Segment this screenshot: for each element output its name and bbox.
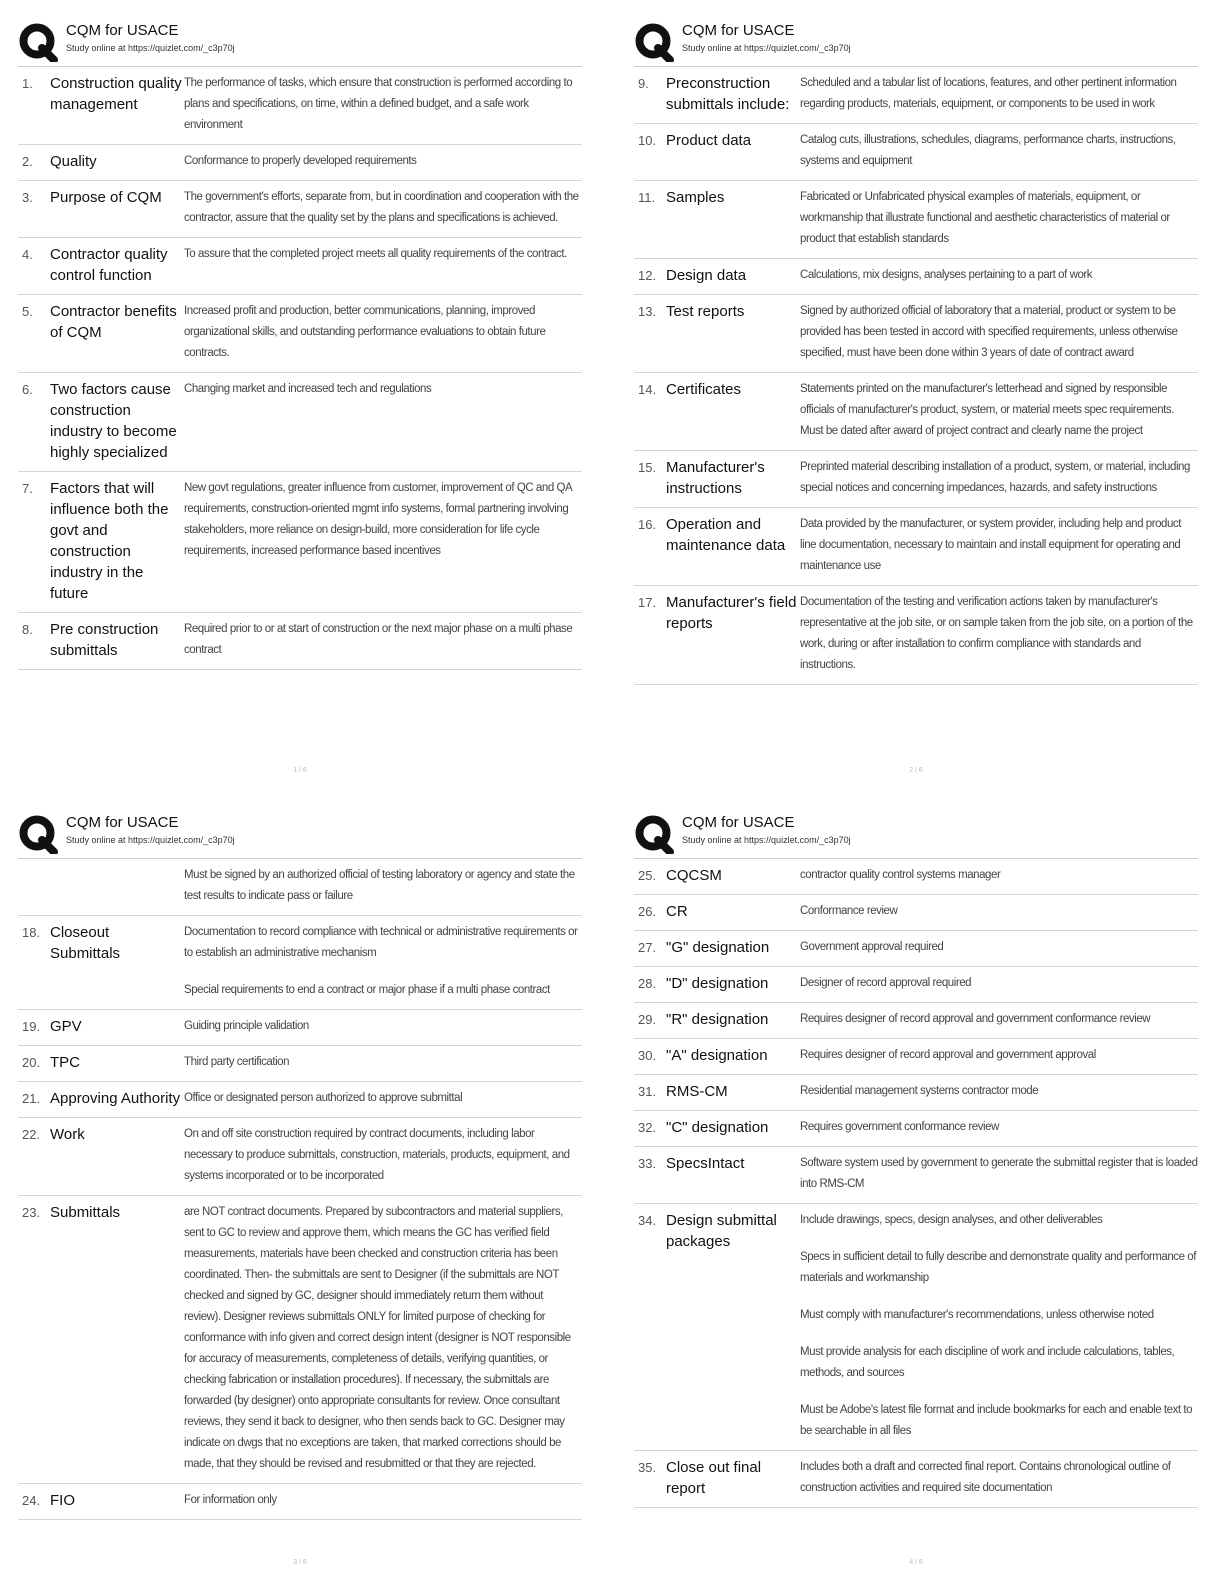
card-term: GPV <box>50 1018 82 1035</box>
card-definition <box>800 901 1198 922</box>
card-number: 13. <box>638 304 657 319</box>
card-number: 18. <box>22 925 41 940</box>
card-definition <box>800 865 1198 886</box>
page-title: CQM for USACE <box>682 22 795 39</box>
card-definition <box>184 1202 582 1475</box>
card-number: 30. <box>638 1048 657 1063</box>
card-term: "R" designation <box>666 1011 769 1028</box>
flashcard-row <box>634 124 1198 181</box>
card-definition <box>800 514 1198 577</box>
flashcard-row <box>18 373 582 472</box>
card-term: Two factors cause construction industry to become highly specialized <box>50 381 177 461</box>
card-number: 6. <box>22 382 33 397</box>
flashcard-row <box>18 1082 582 1118</box>
flashcard-row <box>634 508 1198 586</box>
card-definition <box>184 1124 582 1187</box>
card-term: CQCSM <box>666 867 722 884</box>
card-definition <box>800 1009 1198 1030</box>
card-term: "A" designation <box>666 1047 768 1064</box>
flashcard-row <box>18 859 582 916</box>
flashcard-row <box>634 1111 1198 1147</box>
card-definition <box>800 265 1198 286</box>
flashcard-row <box>634 373 1198 451</box>
card-number: 5. <box>22 304 33 319</box>
card-number: 23. <box>22 1205 41 1220</box>
page-header <box>18 810 582 854</box>
flashcard-page-1 <box>18 18 582 780</box>
definition-paragraph: Requires government conformance review <box>800 1121 999 1133</box>
card-term: Closeout Submittals <box>50 924 121 962</box>
card-number: 16. <box>638 517 657 532</box>
flashcard-row <box>18 916 582 1010</box>
page-footer: 2 / 6 <box>909 767 923 774</box>
card-term: "G" designation <box>666 939 770 956</box>
card-definition <box>800 187 1198 250</box>
flashcard-row <box>634 586 1198 685</box>
card-number: 31. <box>638 1084 657 1099</box>
card-number: 1. <box>22 76 33 91</box>
definition-paragraph: Required prior to or at start of construction or the next major phase on a multi phase contract <box>184 623 573 656</box>
definition-paragraph: Government approval required <box>800 941 944 953</box>
card-number: 4. <box>22 247 33 262</box>
card-term: SpecsIntact <box>666 1155 745 1172</box>
definition-paragraph: Special requirements to end a contract or major phase if a multi phase contract <box>184 984 550 996</box>
flashcard-list <box>18 66 582 670</box>
flashcard-row <box>634 1451 1198 1508</box>
card-term: Submittals <box>50 1204 121 1221</box>
flashcard-row <box>634 895 1198 931</box>
definition-paragraph: Software system used by government to generate the submittal register that is loaded into RMS-CM <box>800 1157 1198 1190</box>
card-definition <box>184 1490 582 1511</box>
card-definition <box>800 130 1198 172</box>
page-footer: 1 / 6 <box>293 767 307 774</box>
study-online-link[interactable]: Study online at https://quizlet.com/_c3p70j <box>66 43 235 53</box>
definition-paragraph: Residential management systems contractor mode <box>800 1085 1039 1097</box>
card-definition <box>184 301 582 364</box>
card-definition <box>184 478 582 604</box>
card-term: Operation and maintenance data <box>666 516 786 554</box>
card-term: "C" designation <box>666 1119 769 1136</box>
card-term: Contractor quality control function <box>50 246 168 284</box>
card-term: Work <box>50 1126 85 1143</box>
card-number: 22. <box>22 1127 41 1142</box>
card-definition <box>184 1016 582 1037</box>
card-number: 3. <box>22 190 33 205</box>
study-online-link[interactable]: Study online at https://quizlet.com/_c3p70j <box>66 835 235 845</box>
definition-paragraph: The government's efforts, separate from, but in coordination and cooperation with the contractor, assure that the quality set by the plans and specifications is achieved. <box>184 191 579 224</box>
definition-paragraph: The performance of tasks, which ensure that construction is performed according to plans and specifications, on time, within a defined budget, and a safe work environment <box>184 77 573 131</box>
card-number: 17. <box>638 595 657 610</box>
flashcard-page-4 <box>634 810 1198 1572</box>
card-term: Construction quality management <box>50 75 182 113</box>
card-number: 25. <box>638 868 657 883</box>
card-definition <box>800 457 1198 499</box>
flashcard-page-2 <box>634 18 1198 780</box>
definition-paragraph: Must provide analysis for each discipline of work and include calculations, tables, methods, and sources <box>800 1346 1175 1379</box>
card-definition <box>184 151 582 172</box>
definition-paragraph: Guiding principle validation <box>184 1020 309 1032</box>
definition-paragraph: To assure that the completed project meets all quality requirements of the contract. <box>184 248 567 260</box>
definition-paragraph: Requires designer of record approval and government approval <box>800 1049 1096 1061</box>
card-term: Design data <box>666 267 747 284</box>
card-term: FIO <box>50 1492 75 1509</box>
card-term: Samples <box>666 189 725 206</box>
definition-paragraph: Include drawings, specs, design analyses, and other deliverables <box>800 1214 1103 1226</box>
page-footer: 4 / 6 <box>909 1559 923 1566</box>
page-header <box>634 18 1198 62</box>
card-definition <box>800 73 1198 115</box>
card-term: Manufacturer's instructions <box>666 459 765 497</box>
card-number: 14. <box>638 382 657 397</box>
card-term: RMS-CM <box>666 1083 728 1100</box>
card-definition <box>184 865 582 907</box>
flashcard-row <box>18 1046 582 1082</box>
card-number: 26. <box>638 904 657 919</box>
card-term: Manufacturer's field reports <box>666 594 797 632</box>
page-header <box>18 18 582 62</box>
page-title: CQM for USACE <box>682 814 795 831</box>
card-definition <box>184 1088 582 1109</box>
definition-paragraph: are NOT contract documents. Prepared by subcontractors and material suppliers, sent to GC to review and approve them, which means the GC has verified field measurements, materials have been checked and construction criteria has been coordinated. Then- the submittals are sent to Designer (if the submittals are NOT checked and signed by GC, designer should immediately return them without review). Designer reviews submittals ONLY for limited purpose of checking for conformance with info given and correct design intent (designer is NOT responsible for accuracy of measurements, completeness of details, verifying quantities, or checking fabrication or installation procedures). If necessary, the submittals are forwarded (by designer) onto appropriate consultants for review. Once consultant reviews, they send it back to designer, who then sends back to GC. Designer may indicate on dwgs that no exceptions are taken, that marked corrections should be made, that they should be revised and resubmitted or that they are rejected. <box>184 1206 571 1470</box>
card-term: "D" designation <box>666 975 769 992</box>
card-number: 33. <box>638 1156 657 1171</box>
card-number: 24. <box>22 1493 41 1508</box>
card-definition <box>184 244 582 286</box>
definition-paragraph: Conformance to properly developed requirements <box>184 155 417 167</box>
card-number: 12. <box>638 268 657 283</box>
flashcard-list <box>634 858 1198 1508</box>
card-number <box>18 865 50 907</box>
definition-paragraph: Requires designer of record approval and government conformance review <box>800 1013 1151 1025</box>
definition-paragraph: Calculations, mix designs, analyses pertaining to a part of work <box>800 269 1093 281</box>
flashcard-row <box>18 238 582 295</box>
definition-paragraph: Documentation of the testing and verification actions taken by manufacturer's representative at the job site, or on sample taken from the job site, on a portion of the work, during or after installation to confirm compliance with standards and instructions. <box>800 596 1193 671</box>
flashcard-row <box>634 295 1198 373</box>
definition-paragraph: New govt regulations, greater influence from customer, improvement of QC and QA requirements, construction-oriented mgmt info systems, formal partnering involving stakeholders, more reliance on design-build, more consideration for life cycle requirements, increased performance based incentives <box>184 482 572 557</box>
definition-paragraph: Signed by authorized official of laboratory that a material, product or system to be provided has been tested in accord with specified requirements, unless otherwise specified, must have been done within 3 years of date of contract award <box>800 305 1178 359</box>
flashcard-row <box>18 1118 582 1196</box>
card-definition <box>800 301 1198 364</box>
card-term: TPC <box>50 1054 80 1071</box>
card-definition <box>184 1052 582 1073</box>
card-definition <box>184 619 582 661</box>
card-definition <box>800 973 1198 994</box>
flashcard-row <box>18 1010 582 1046</box>
quizlet-logo-icon <box>634 22 674 62</box>
card-definition <box>800 1457 1198 1499</box>
definition-paragraph: Statements printed on the manufacturer's letterhead and signed by responsible officials of manufacturer's product, system, or material meets spec requirements. Must be dated after award of project contract and clearly name the project <box>800 383 1174 437</box>
card-term: Factors that will influence both the govt and construction industry in the future <box>50 480 169 602</box>
definition-paragraph: Must be signed by an authorized official of testing laboratory or agency and state the test results to indicate pass or failure <box>184 869 575 902</box>
card-definition <box>800 1153 1198 1195</box>
definition-paragraph: On and off site construction required by contract documents, including labor necessary to produce submittals, construction, materials, products, equipment, and systems incorporated or to be incorporated <box>184 1128 570 1182</box>
card-number: 27. <box>638 940 657 955</box>
definition-paragraph: Must comply with manufacturer's recommendations, unless otherwise noted <box>800 1309 1154 1321</box>
card-term <box>50 865 184 907</box>
card-number: 9. <box>638 76 649 91</box>
definition-paragraph: Data provided by the manufacturer, or system provider, including help and product line documentation, necessary to maintain and install equipment for operating and maintenance use <box>800 518 1181 572</box>
definition-paragraph: Increased profit and production, better communications, planning, improved organizational skills, and outstanding performance evaluations to obtain future contracts. <box>184 305 546 359</box>
card-definition <box>800 937 1198 958</box>
flashcard-row <box>634 451 1198 508</box>
card-number: 7. <box>22 481 33 496</box>
definition-paragraph: Preprinted material describing installation of a product, system, or material, including special notices and concerning impedances, hazards, and safety instructions <box>800 461 1190 494</box>
card-definition <box>800 1045 1198 1066</box>
card-term: Test reports <box>666 303 745 320</box>
card-definition <box>184 922 582 1001</box>
card-term: Preconstruction submittals include: <box>666 75 790 113</box>
card-definition <box>184 379 582 463</box>
flashcard-row <box>634 859 1198 895</box>
study-online-link[interactable]: Study online at https://quizlet.com/_c3p70j <box>682 43 851 53</box>
definition-paragraph: Changing market and increased tech and regulations <box>184 383 432 395</box>
page-title: CQM for USACE <box>66 814 179 831</box>
definition-paragraph: Catalog cuts, illustrations, schedules, diagrams, performance charts, instructions, systems and equipment <box>800 134 1176 167</box>
flashcard-row <box>18 472 582 613</box>
definition-paragraph: Fabricated or Unfabricated physical examples of materials, equipment, or workmanship that illustrate functional and aesthetic characteristics of material or product that establish standards <box>800 191 1170 245</box>
flashcard-page-3 <box>18 810 582 1572</box>
definition-paragraph: Third party certification <box>184 1056 290 1068</box>
card-term: CR <box>666 903 688 920</box>
card-term: Certificates <box>666 381 742 398</box>
page-footer: 3 / 6 <box>293 1559 307 1566</box>
flashcard-row <box>634 1039 1198 1075</box>
quizlet-logo-icon <box>18 814 58 854</box>
flashcard-row <box>18 1196 582 1484</box>
flashcard-row <box>18 1484 582 1520</box>
card-term: Quality <box>50 153 97 170</box>
card-number: 11. <box>638 190 656 205</box>
card-number: 19. <box>22 1019 41 1034</box>
definition-paragraph: contractor quality control systems manager <box>800 869 1001 881</box>
card-number: 21. <box>22 1091 41 1106</box>
card-term: Approving Authority <box>50 1090 181 1107</box>
flashcard-row <box>634 67 1198 124</box>
card-number: 10. <box>638 133 657 148</box>
definition-paragraph: Includes both a draft and corrected final report. Contains chronological outline of construction activities and required site documentation <box>800 1461 1171 1494</box>
card-term: Contractor benefits of CQM <box>50 303 177 341</box>
flashcard-row <box>634 1003 1198 1039</box>
flashcard-row <box>634 931 1198 967</box>
card-number: 20. <box>22 1055 41 1070</box>
study-online-link[interactable]: Study online at https://quizlet.com/_c3p70j <box>682 835 851 845</box>
flashcard-row <box>18 613 582 670</box>
flashcard-list <box>634 66 1198 685</box>
card-number: 15. <box>638 460 657 475</box>
definition-paragraph: Scheduled and a tabular list of locations, features, and other pertinent information regarding products, materials, equipment, or components to be used in work <box>800 77 1177 110</box>
card-term: Purpose of CQM <box>50 189 162 206</box>
flashcard-row <box>18 295 582 373</box>
card-definition <box>184 73 582 136</box>
card-number: 8. <box>22 622 33 637</box>
flashcard-row <box>634 1075 1198 1111</box>
card-number: 29. <box>638 1012 657 1027</box>
card-definition <box>800 1081 1198 1102</box>
definition-paragraph: For information only <box>184 1494 277 1506</box>
flashcard-row <box>18 67 582 145</box>
flashcard-row <box>634 181 1198 259</box>
quizlet-logo-icon <box>18 22 58 62</box>
flashcard-row <box>634 967 1198 1003</box>
definition-paragraph: Specs in sufficient detail to fully describe and demonstrate quality and performance of materials and workmanship <box>800 1251 1196 1284</box>
flashcard-row <box>18 145 582 181</box>
flashcard-list <box>18 858 582 1520</box>
card-definition <box>800 592 1198 676</box>
card-number: 2. <box>22 154 33 169</box>
card-definition <box>800 1210 1198 1442</box>
definition-paragraph: Must be Adobe's latest file format and include bookmarks for each and enable text to be searchable in all files <box>800 1404 1193 1437</box>
card-number: 34. <box>638 1213 657 1228</box>
definition-paragraph: Designer of record approval required <box>800 977 972 989</box>
card-term: Pre construction submittals <box>50 621 159 659</box>
card-definition <box>184 187 582 229</box>
card-number: 28. <box>638 976 657 991</box>
page-header <box>634 810 1198 854</box>
definition-paragraph: Documentation to record compliance with technical or administrative requirements or to establish an administrative mechanism <box>184 926 578 959</box>
flashcard-row <box>18 181 582 238</box>
definition-paragraph: Conformance review <box>800 905 898 917</box>
definition-paragraph: Office or designated person authorized to approve submittal <box>184 1092 463 1104</box>
card-term: Close out final report <box>666 1459 762 1497</box>
flashcard-row <box>634 1147 1198 1204</box>
card-term: Product data <box>666 132 752 149</box>
page-title: CQM for USACE <box>66 22 179 39</box>
card-number: 35. <box>638 1460 657 1475</box>
card-definition <box>800 379 1198 442</box>
card-number: 32. <box>638 1120 657 1135</box>
card-term: Design submittal packages <box>666 1212 777 1250</box>
flashcard-row <box>634 1204 1198 1451</box>
quizlet-logo-icon <box>634 814 674 854</box>
card-definition <box>800 1117 1198 1138</box>
flashcard-row <box>634 259 1198 295</box>
